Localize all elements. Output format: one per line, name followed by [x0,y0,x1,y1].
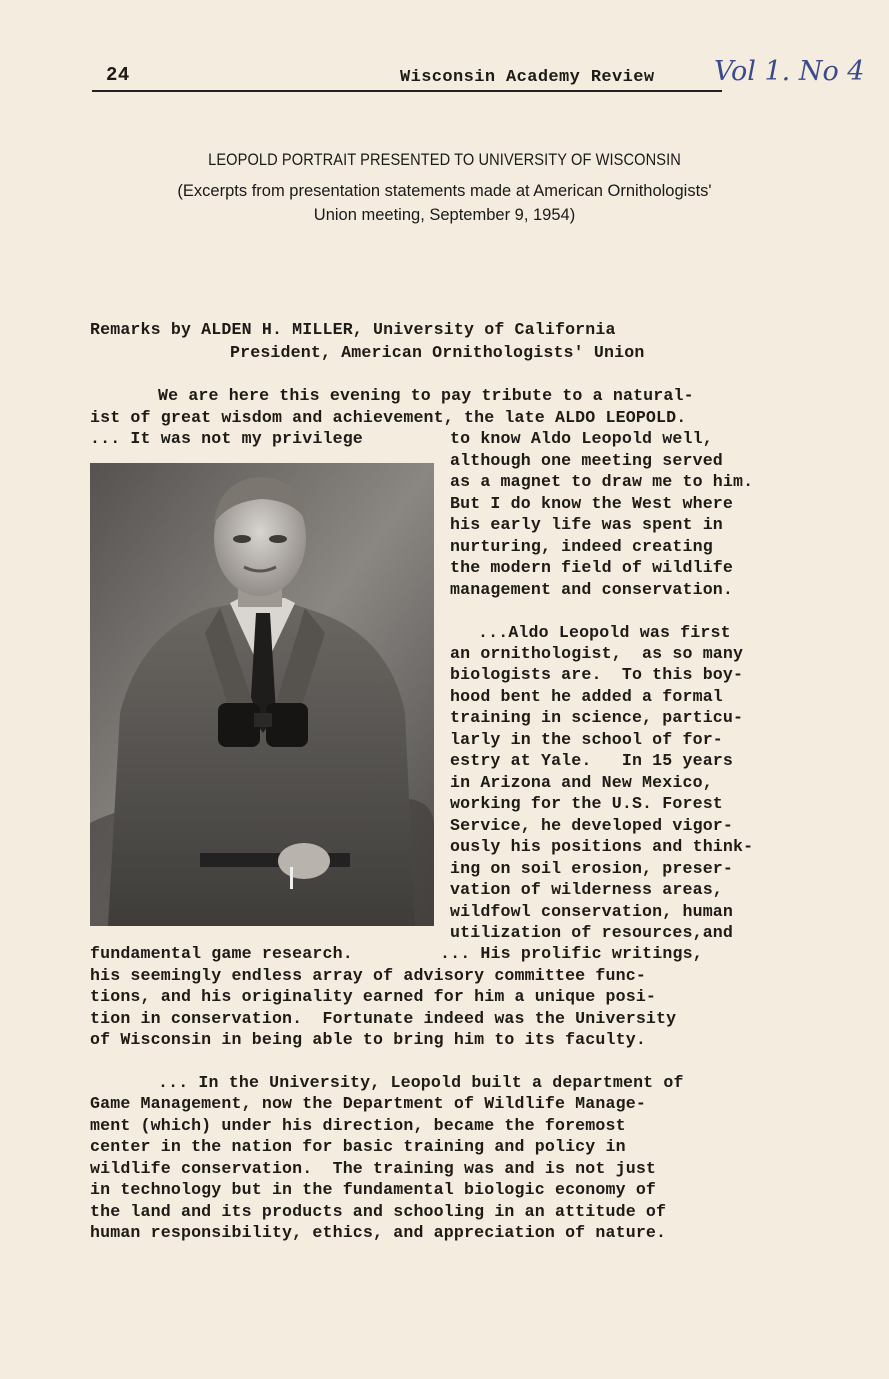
body-line: tions, and his originality earned for him a unique posi- [90,987,657,1006]
body-line: estry at Yale. In 15 years [450,751,734,770]
body-line: his seemingly endless array of advisory committee func- [90,966,646,985]
body-line: nurturing, indeed creating [450,537,713,556]
body-line: biologists are. To this boy- [450,665,744,684]
body-line: center in the nation for basic training and policy in [90,1137,626,1156]
body-line: fundamental game research. [90,944,353,963]
body-line: ment (which) under his direction, became the foremost [90,1116,626,1135]
body-line: the land and its products and schooling in an attitude of [90,1202,667,1221]
byline-line-2: President, American Ornithologists' Union [230,343,645,362]
body-line: although one meeting served [450,451,723,470]
body-line: Game Management, now the Department of Wildlife Manage- [90,1094,646,1113]
body-line: to know Aldo Leopold well, [450,429,713,448]
running-header [92,56,865,96]
body-line: his early life was spent in [450,515,723,534]
body-line: in Arizona and New Mexico, [450,773,713,792]
body-line: as a magnet to draw me to him. [450,472,754,491]
body-line: But I do know the West where [450,494,734,513]
article-subtitle-line-2: Union meeting, September 9, 1954) [313,206,576,224]
body-line: ing on soil erosion, preser- [450,859,734,878]
body-line: We are here this evening to pay tribute to a natural- [158,386,694,405]
body-line: ... His prolific writings, [440,944,703,963]
byline-line-1: Remarks by ALDEN H. MILLER, University of California [90,320,616,339]
body-line: an ornithologist, as so many [450,644,744,663]
body-line: ... In the University, Leopold built a department of [158,1073,684,1092]
body-line: utilization of resources,and [450,923,734,942]
article-subtitle-line-1: (Excerpts from presentation statements made at American Ornithologists' [177,182,712,200]
page-number: 24 [106,64,130,86]
leopold-portrait-image [90,463,434,926]
body-line: ist of great wisdom and achievement, the late ALDO LEOPOLD. [90,408,687,427]
article-title: LEOPOLD PORTRAIT PRESENTED TO UNIVERSITY OF WISCONSIN [208,150,681,169]
header-rule [92,90,722,92]
body-line: training in science, particu- [450,708,744,727]
body-line: larly in the school of for- [450,730,723,749]
body-line: of Wisconsin in being able to bring him to its faculty. [90,1030,646,1049]
body-line: in technology but in the fundamental biologic economy of [90,1180,657,1199]
body-line: ...Aldo Leopold was first [478,623,731,642]
body-line: hood bent he added a formal [450,687,723,706]
body-line: wildlife conservation. The training was and is not just [90,1159,657,1178]
body-line: ously his positions and think- [450,837,754,856]
body-line: ... It was not my privilege [90,429,363,448]
body-line: vation of wilderness areas, [450,880,723,899]
body-line: tion in conservation. Fortunate indeed was the University [90,1009,677,1028]
body-line: the modern field of wildlife [450,558,734,577]
journal-title: Wisconsin Academy Review [400,68,655,87]
body-line: human responsibility, ethics, and appreciation of nature. [90,1223,667,1242]
handwritten-annotation: Vol 1. No 4 [714,56,865,87]
body-line: Service, he developed vigor- [450,816,734,835]
body-line: management and conservation. [450,580,734,599]
body-line: wildfowl conservation, human [450,902,734,921]
body-line: working for the U.S. Forest [450,794,723,813]
